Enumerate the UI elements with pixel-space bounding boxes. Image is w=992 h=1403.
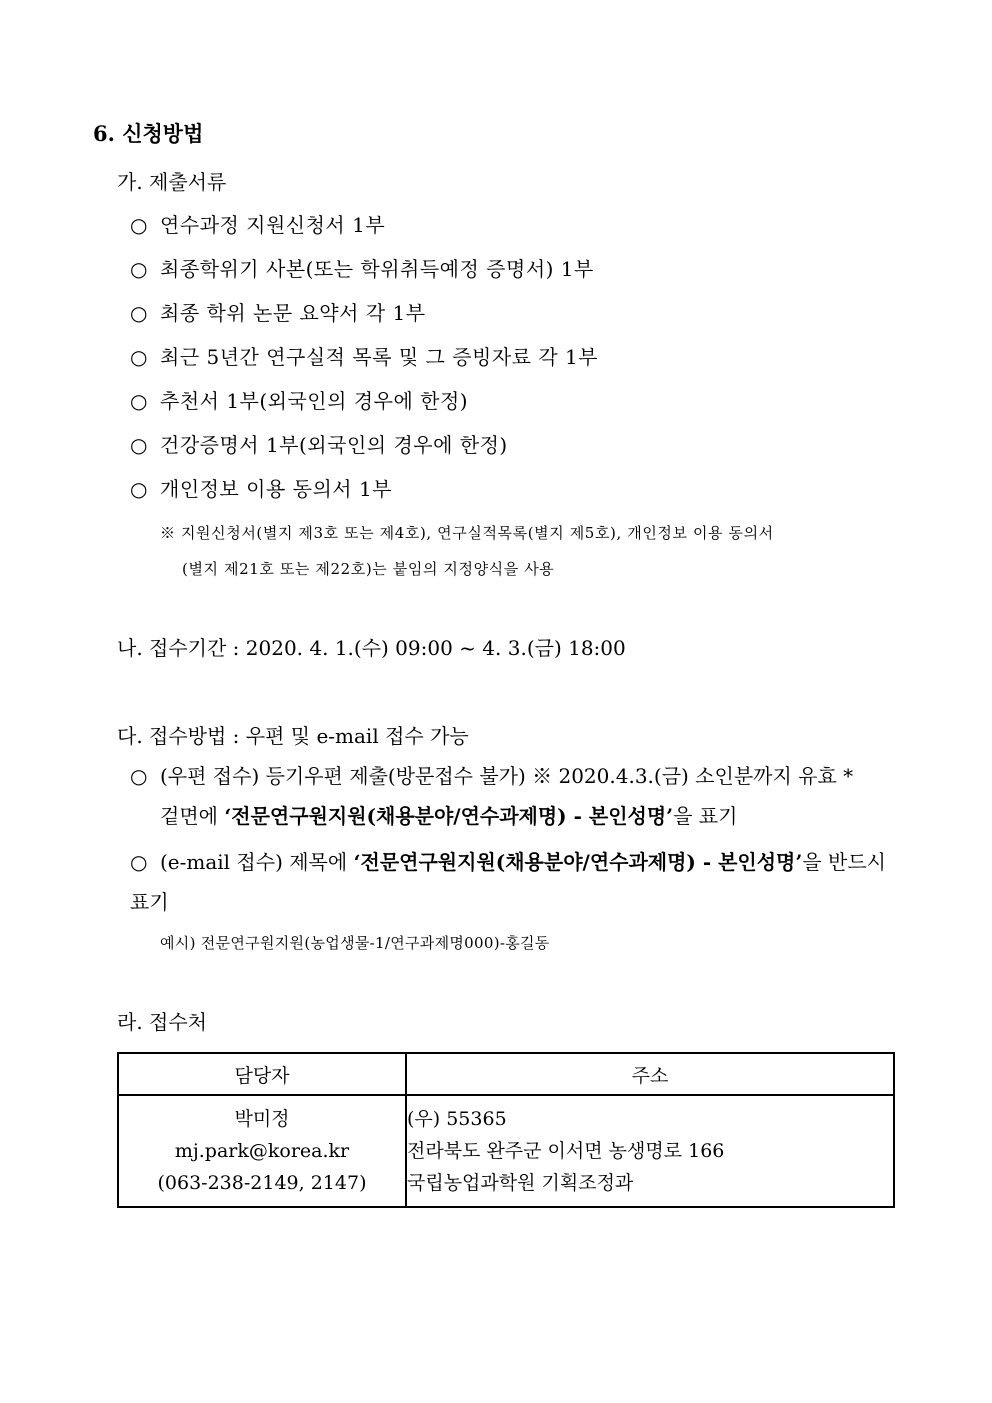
bullet-icon: ○ [130, 301, 148, 325]
address-org: 국립농업과학원 기획조정과 [407, 1172, 634, 1194]
document-item-text: 최근 5년간 연구실적 목록 및 그 증빙자료 각 1부 [160, 345, 599, 369]
bullet-icon: ○ [130, 257, 148, 281]
email-method-prefix: (e-mail 접수) 제목에 [160, 850, 354, 874]
document-item-text: 최종 학위 논문 요약서 각 1부 [160, 301, 426, 325]
person-phone: (063-238-2149, 2147) [157, 1172, 367, 1194]
email-method-format: ‘전문연구원지원(채용분야/연수과제명) - 본인성명’ [353, 850, 803, 874]
reception-heading: 라. 접수처 [117, 1010, 207, 1034]
document-item [130, 429, 508, 458]
bullet-icon: ○ [130, 213, 148, 237]
bullet-icon: ○ [130, 477, 148, 501]
postal-method-item [130, 756, 900, 836]
documents-note-line1: ※ 지원신청서(별지 제3호 또는 제4호), 연구실적목록(별지 제5호), 개인정보 이용 동의서 [160, 524, 774, 542]
table-row [118, 1095, 894, 1207]
documents-heading: 가. 제출서류 [117, 170, 227, 194]
address-cell [406, 1095, 894, 1207]
contact-table [117, 1052, 895, 1208]
documents-note-line2: (별지 제21호 또는 제22호)는 붙임의 지정양식을 사용 [182, 560, 555, 578]
bullet-icon: ○ [130, 389, 148, 413]
method-heading: 다. 접수방법 : 우편 및 e-mail 접수 가능 [117, 724, 469, 748]
document-item [130, 385, 468, 414]
submission-example: 예시) 전문연구원지원(농업생물-1/연구과제명000)-홍길동 [160, 934, 550, 952]
person-cell [118, 1095, 406, 1207]
bullet-icon: ○ [130, 345, 148, 369]
bullet-icon: ○ [130, 850, 148, 874]
section-title: 6. 신청방법 [93, 121, 204, 146]
document-item-text: 추천서 1부(외국인의 경우에 한정) [160, 389, 469, 413]
document-item [130, 209, 385, 238]
postal-method-line2: 겉면에 [160, 804, 225, 828]
document-item [130, 341, 598, 370]
person-name: 박미정 [234, 1108, 290, 1130]
person-email: mj.park@korea.kr [174, 1140, 350, 1162]
address-postcode: (우) 55365 [407, 1108, 507, 1130]
postal-method-format: ‘전문연구원지원(채용분야/연수과제명) - 본인성명’ [224, 804, 674, 828]
document-item [130, 297, 426, 326]
document-item-text: 연수과정 지원신청서 1부 [160, 213, 386, 237]
header-address: 주소 [406, 1053, 894, 1095]
document-item-text: 개인정보 이용 동의서 1부 [160, 477, 392, 501]
bullet-icon: ○ [130, 764, 148, 788]
document-item [130, 253, 594, 282]
bullet-icon: ○ [130, 433, 148, 457]
document-item-text: 최종학위기 사본(또는 학위취득예정 증명서) 1부 [160, 257, 594, 281]
postal-method-suffix: 을 표기 [673, 804, 738, 828]
email-method-suffix: 을 반드시 표기 [130, 850, 886, 914]
address-street: 전라북도 완주군 이서면 농생명로 166 [407, 1140, 725, 1162]
period-text: 나. 접수기간 : 2020. 4. 1.(수) 09:00 ~ 4. 3.(금) 18:00 [117, 636, 626, 660]
postal-method-line1: (우편 접수) 등기우편 제출(방문접수 불가) ※ 2020.4.3.(금) 소인분까지 유효 * [160, 764, 854, 788]
header-person: 담당자 [118, 1053, 406, 1095]
document-item-text: 건강증명서 1부(외국인의 경우에 한정) [160, 433, 508, 457]
table-header-row [118, 1053, 894, 1095]
document-item [130, 473, 392, 502]
email-method-item [130, 842, 896, 922]
